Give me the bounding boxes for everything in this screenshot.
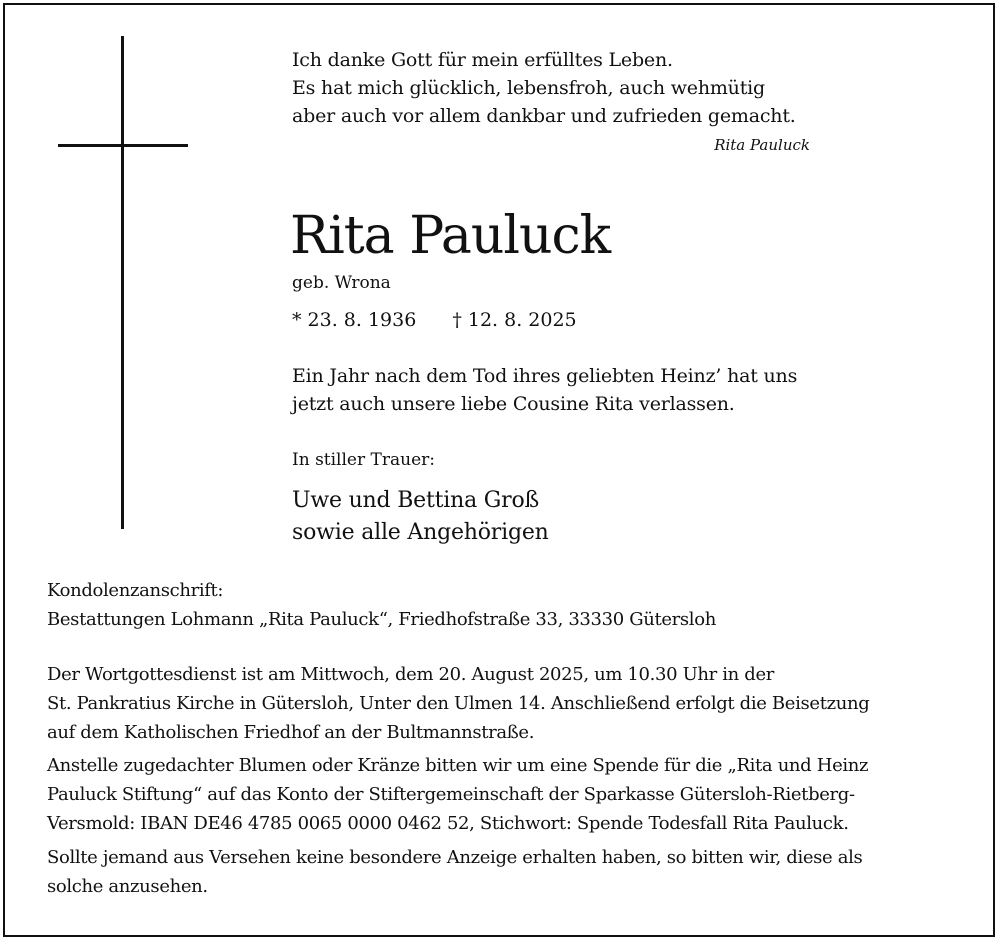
poem-line: Es hat mich glücklich, lebensfroh, auch wehmütig bbox=[292, 77, 765, 99]
poem-author: Rita Pauluck bbox=[714, 136, 810, 154]
service-line: auf dem Katholischen Friedhof an der Bultmannstraße. bbox=[47, 722, 535, 743]
condolence-address bbox=[47, 576, 716, 634]
poem-line: aber auch vor allem dankbar und zufrieden gemacht. bbox=[292, 105, 796, 127]
maiden-name: geb. Wrona bbox=[292, 273, 391, 293]
cross-icon-horizontal-bar bbox=[58, 144, 188, 147]
donation-line: Pauluck Stiftung“ auf das Konto der Stiftergemeinschaft der Sparkasse Gütersloh-Rietberg- bbox=[47, 784, 855, 805]
deceased-name: Rita Pauluck bbox=[290, 206, 611, 266]
death-date: † 12. 8. 2025 bbox=[452, 309, 577, 331]
mourner-line: sowie alle Angehörigen bbox=[292, 520, 549, 545]
cross-icon-vertical-bar bbox=[121, 36, 124, 529]
condolence-line: Bestattungen Lohmann „Rita Pauluck“, Friedhofstraße 33, 33330 Gütersloh bbox=[47, 609, 716, 630]
farewell-message bbox=[292, 362, 797, 418]
donation-line: Versmold: IBAN DE46 4785 0065 0000 0462 52, Stichwort: Spende Todesfall Rita Pauluck. bbox=[47, 813, 849, 834]
mourners-list bbox=[292, 485, 549, 549]
donation-line: Anstelle zugedachter Blumen oder Kränze bitten wir um eine Spende für die „Rita und Heinz bbox=[47, 755, 869, 776]
condolence-label: Kondolenzanschrift: bbox=[47, 580, 224, 601]
mourning-label: In stiller Trauer: bbox=[292, 450, 435, 470]
donation-info bbox=[47, 751, 868, 838]
mourner-line: Uwe und Bettina Groß bbox=[292, 488, 540, 513]
notice-info bbox=[47, 843, 862, 901]
birth-date: * 23. 8. 1936 bbox=[292, 309, 417, 331]
service-line: St. Pankratius Kirche in Gütersloh, Unter den Ulmen 14. Anschließend erfolgt die Beisetzung bbox=[47, 693, 870, 714]
message-line: jetzt auch unsere liebe Cousine Rita verlassen. bbox=[292, 393, 735, 415]
service-info bbox=[47, 660, 869, 747]
notice-line: Sollte jemand aus Versehen keine besondere Anzeige erhalten haben, so bitten wir, diese als bbox=[47, 847, 863, 868]
poem-quote bbox=[292, 46, 796, 130]
life-dates bbox=[292, 306, 577, 334]
poem-line: Ich danke Gott für mein erfülltes Leben. bbox=[292, 49, 673, 71]
notice-line: solche anzusehen. bbox=[47, 876, 208, 897]
message-line: Ein Jahr nach dem Tod ihres geliebten Heinz’ hat uns bbox=[292, 365, 798, 387]
service-line: Der Wortgottesdienst ist am Mittwoch, dem 20. August 2025, um 10.30 Uhr in der bbox=[47, 664, 775, 685]
